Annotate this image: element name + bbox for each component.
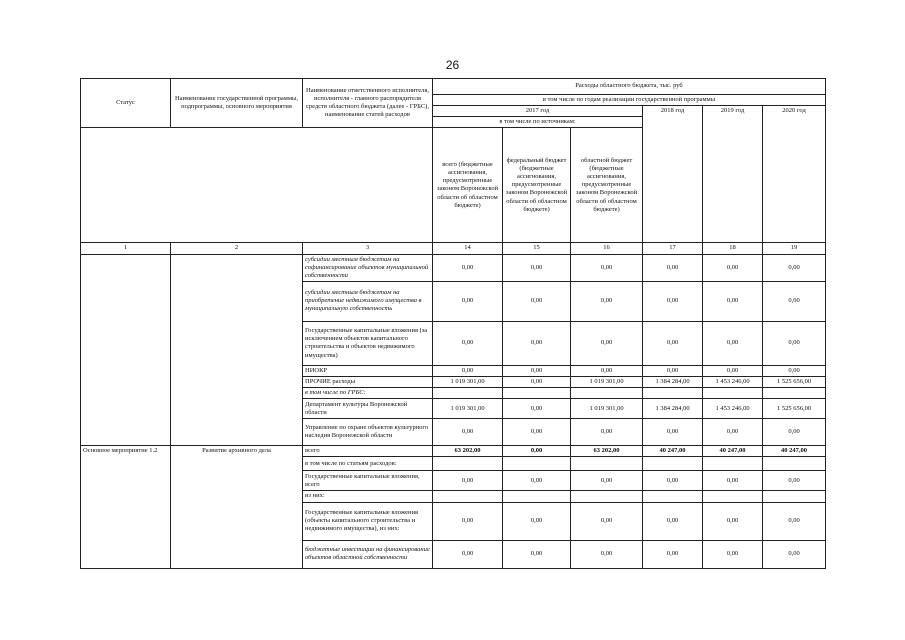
value-cell: 0,00: [571, 365, 643, 376]
value-cell: 0,00: [643, 281, 703, 321]
value-cell: 1 019 301,00: [433, 377, 503, 388]
program-cell: Развитие архивного дела: [171, 446, 303, 568]
col-number: 18: [703, 243, 763, 254]
value-cell: 1 384 284,00: [643, 377, 703, 388]
col-number: 2: [171, 243, 303, 254]
header-status: Статус: [81, 79, 171, 128]
value-cell: 1 019 301,00: [433, 399, 503, 419]
header-year-2019: 2019 год: [703, 106, 763, 243]
empty-cell: [503, 491, 571, 502]
value-cell: 1 019 301,00: [571, 377, 643, 388]
row-name: Управление по охране объектов культурного наследия Воронежской области: [303, 419, 433, 446]
value-cell: 0,00: [643, 502, 703, 540]
col-number: 1: [81, 243, 171, 254]
value-cell: 0,00: [763, 321, 826, 365]
value-cell: 0,00: [703, 502, 763, 540]
col-number: 17: [643, 243, 703, 254]
budget-table: [80, 78, 826, 569]
value-cell: 0,00: [571, 419, 643, 446]
header-executor: Наименование ответственного исполнителя, исполнителя - главного распорядителя средств областного бюджета (далее - ГРБС), наименование статей расходов: [303, 79, 433, 128]
value-cell: 0,00: [703, 419, 763, 446]
status-cell: Основное мероприятие 1.2: [81, 446, 171, 568]
value-cell: 63 202,00: [571, 446, 643, 457]
empty-cell: [703, 388, 763, 399]
value-cell: 0,00: [433, 471, 503, 491]
value-cell: 1 384 284,00: [643, 399, 703, 419]
row-name: в том числе по ГРБС:: [303, 388, 433, 399]
value-cell: 0,00: [503, 540, 571, 568]
empty-cell: [703, 457, 763, 471]
value-cell: 0,00: [763, 365, 826, 376]
value-cell: 0,00: [763, 419, 826, 446]
col-number: 19: [763, 243, 826, 254]
value-cell: 0,00: [571, 502, 643, 540]
value-cell: 1 525 656,00: [763, 399, 826, 419]
empty-cell: [703, 491, 763, 502]
value-cell: 0,00: [503, 365, 571, 376]
header-program-name: Наименование государственной программы, подпрограммы, основного мероприятия: [171, 79, 303, 128]
value-cell: 0,00: [503, 446, 571, 457]
value-cell: 40 247,00: [763, 446, 826, 457]
value-cell: 0,00: [503, 377, 571, 388]
row-name: Государственные капитальные вложения, всего: [303, 471, 433, 491]
header-total: всего (бюджетные ассигнования, предусмотренные законом Воронежской области об областном бюджете): [433, 128, 503, 243]
empty-cell: [503, 388, 571, 399]
value-cell: 0,00: [643, 321, 703, 365]
empty-cell: [433, 491, 503, 502]
header-by-years: в том числе по годам реализации государственной программы: [433, 95, 826, 106]
row-name: Государственные капитальные вложения (за исключением объектов капитального строительства и объектов недвижимого имущества): [303, 321, 433, 365]
header-expenses: Расходы областного бюджета, тыс. руб: [433, 79, 826, 95]
value-cell: 0,00: [503, 399, 571, 419]
value-cell: 0,00: [571, 281, 643, 321]
col-number: 14: [433, 243, 503, 254]
empty-cell: [571, 457, 643, 471]
table-row: [81, 446, 826, 457]
value-cell: 0,00: [703, 281, 763, 321]
value-cell: 0,00: [643, 254, 703, 281]
row-name: субсидии местным бюджетам на софинансирование объектов муниципальной собственности: [303, 254, 433, 281]
row-name: ПРОЧИЕ расходы: [303, 377, 433, 388]
value-cell: 0,00: [433, 419, 503, 446]
empty-cell: [433, 457, 503, 471]
value-cell: 1 019 301,00: [571, 399, 643, 419]
row-name: Департамент культуры Воронежской области: [303, 399, 433, 419]
column-numbers-row: [81, 243, 826, 254]
value-cell: 40 247,00: [703, 446, 763, 457]
value-cell: 1 453 246,00: [703, 377, 763, 388]
empty-cell: [433, 388, 503, 399]
value-cell: 0,00: [763, 471, 826, 491]
value-cell: 0,00: [503, 502, 571, 540]
value-cell: 0,00: [643, 365, 703, 376]
value-cell: 1 525 656,00: [763, 377, 826, 388]
page-number: 26: [445, 58, 460, 72]
value-cell: 0,00: [433, 502, 503, 540]
header-by-sources: в том числе по источникам:: [433, 117, 643, 128]
value-cell: 0,00: [433, 540, 503, 568]
value-cell: 0,00: [763, 502, 826, 540]
value-cell: 0,00: [571, 254, 643, 281]
value-cell: 63 202,00: [433, 446, 503, 457]
col-number: 3: [303, 243, 433, 254]
empty-cell: [763, 491, 826, 502]
value-cell: 0,00: [433, 281, 503, 321]
value-cell: 0,00: [703, 365, 763, 376]
row-name: из них:: [303, 491, 433, 502]
col-number: 16: [571, 243, 643, 254]
value-cell: 0,00: [703, 540, 763, 568]
value-cell: 0,00: [703, 254, 763, 281]
value-cell: 0,00: [763, 254, 826, 281]
header-federal: федеральный бюджет (бюджетные ассигнования, предусмотренные законом Воронежской области об областном бюджете): [503, 128, 571, 243]
row-name: субсидии местным бюджетам на приобретение недвижимого имущества в муниципальную собственность: [303, 281, 433, 321]
table-row: [81, 254, 826, 281]
header-year-2017: 2017 год: [433, 106, 643, 117]
value-cell: 0,00: [503, 254, 571, 281]
value-cell: 0,00: [433, 254, 503, 281]
empty-cell: [763, 457, 826, 471]
empty-cell: [643, 457, 703, 471]
empty-cell: [571, 491, 643, 502]
value-cell: 0,00: [643, 419, 703, 446]
value-cell: 0,00: [433, 321, 503, 365]
value-cell: 0,00: [571, 540, 643, 568]
program-cell-empty: [171, 254, 303, 446]
value-cell: 0,00: [763, 281, 826, 321]
value-cell: 0,00: [433, 365, 503, 376]
header-year-2018: 2018 год: [643, 106, 703, 243]
value-cell: 0,00: [503, 471, 571, 491]
row-name: Государственные капитальные вложения (объекты капитального строительства и недвижимого имущества), из них:: [303, 502, 433, 540]
value-cell: 0,00: [763, 540, 826, 568]
status-cell-empty: [81, 254, 171, 446]
header-regional: областной бюджет (бюджетные ассигнования, предусмотренные законом Воронежской области об областном бюджете): [571, 128, 643, 243]
value-cell: 0,00: [503, 419, 571, 446]
value-cell: 0,00: [503, 321, 571, 365]
header-spacer: [81, 128, 433, 243]
value-cell: 0,00: [643, 471, 703, 491]
value-cell: 0,00: [643, 540, 703, 568]
empty-cell: [643, 491, 703, 502]
value-cell: 40 247,00: [643, 446, 703, 457]
empty-cell: [643, 388, 703, 399]
empty-cell: [503, 457, 571, 471]
row-name: в том числе по статьям расходов:: [303, 457, 433, 471]
value-cell: 0,00: [571, 471, 643, 491]
col-number: 15: [503, 243, 571, 254]
value-cell: 1 453 246,00: [703, 399, 763, 419]
value-cell: 0,00: [703, 471, 763, 491]
row-name: НИОКР: [303, 365, 433, 376]
row-name: бюджетные инвестиции на финансирование объектов областной собственности: [303, 540, 433, 568]
value-cell: 0,00: [571, 321, 643, 365]
empty-cell: [571, 388, 643, 399]
empty-cell: [763, 388, 826, 399]
row-name: всего: [303, 446, 433, 457]
value-cell: 0,00: [703, 321, 763, 365]
value-cell: 0,00: [503, 281, 571, 321]
header-year-2020: 2020 год: [763, 106, 826, 243]
